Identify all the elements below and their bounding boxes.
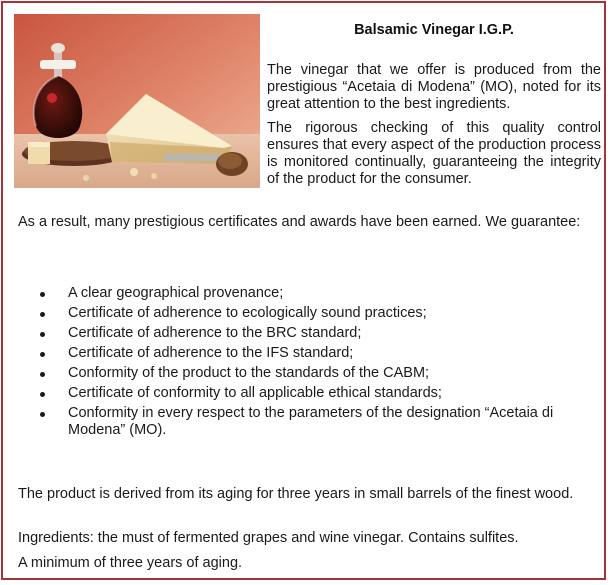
list-item-text: Certificate of adherence to the IFS standard; [68,345,354,361]
intro-section [267,62,601,195]
list-item-text: Certificate of conformity to all applicable ethical standards; [68,385,442,401]
bullet-icon [40,312,45,317]
intro-paragraph-quality: The rigorous checking of this quality control ensures that every aspect of the production process is monitored continually, guaranteeing the integrity of the product for the consumer. [267,120,601,187]
list-item [18,385,600,402]
bullet-icon [40,392,45,397]
certificates-paragraph: As a result, many prestigious certificates and awards have been earned. We guarantee: [18,214,581,230]
list-item [18,305,600,322]
minimum-aging-paragraph: A minimum of three years of aging. [18,555,243,571]
product-title: Balsamic Vinegar I.G.P. [354,22,514,38]
guarantee-list [18,285,600,442]
list-item [18,345,600,362]
list-item [18,325,600,342]
bullet-icon [40,352,45,357]
list-item-text: Certificate of adherence to ecologically sound practices; [68,305,427,321]
product-photo [14,14,260,188]
bullet-icon [40,292,45,297]
list-item-text: Conformity in every respect to the parameters of the designation “Acetaia di Modena” (MO). [68,405,554,438]
bullet-icon [40,412,45,417]
list-item-text: Certificate of adherence to the BRC standard; [68,325,362,341]
list-item-text: Conformity of the product to the standards of the CABM; [68,365,430,381]
aging-paragraph: The product is derived from its aging for three years in small barrels of the finest wood. [18,486,574,502]
list-item [18,405,600,439]
bullet-icon [40,372,45,377]
product-sheet [1,1,606,580]
intro-paragraph-origin: The vinegar that we offer is produced from the prestigious “Acetaia di Modena” (MO), noted for its great attention to the best ingredients. [267,62,601,112]
ingredients-paragraph: Ingredients: the must of fermented grapes and wine vinegar. Contains sulfites. [18,530,519,546]
bullet-icon [40,332,45,337]
list-item-text: A clear geographical provenance; [68,285,284,301]
list-item [18,285,600,302]
list-item [18,365,600,382]
